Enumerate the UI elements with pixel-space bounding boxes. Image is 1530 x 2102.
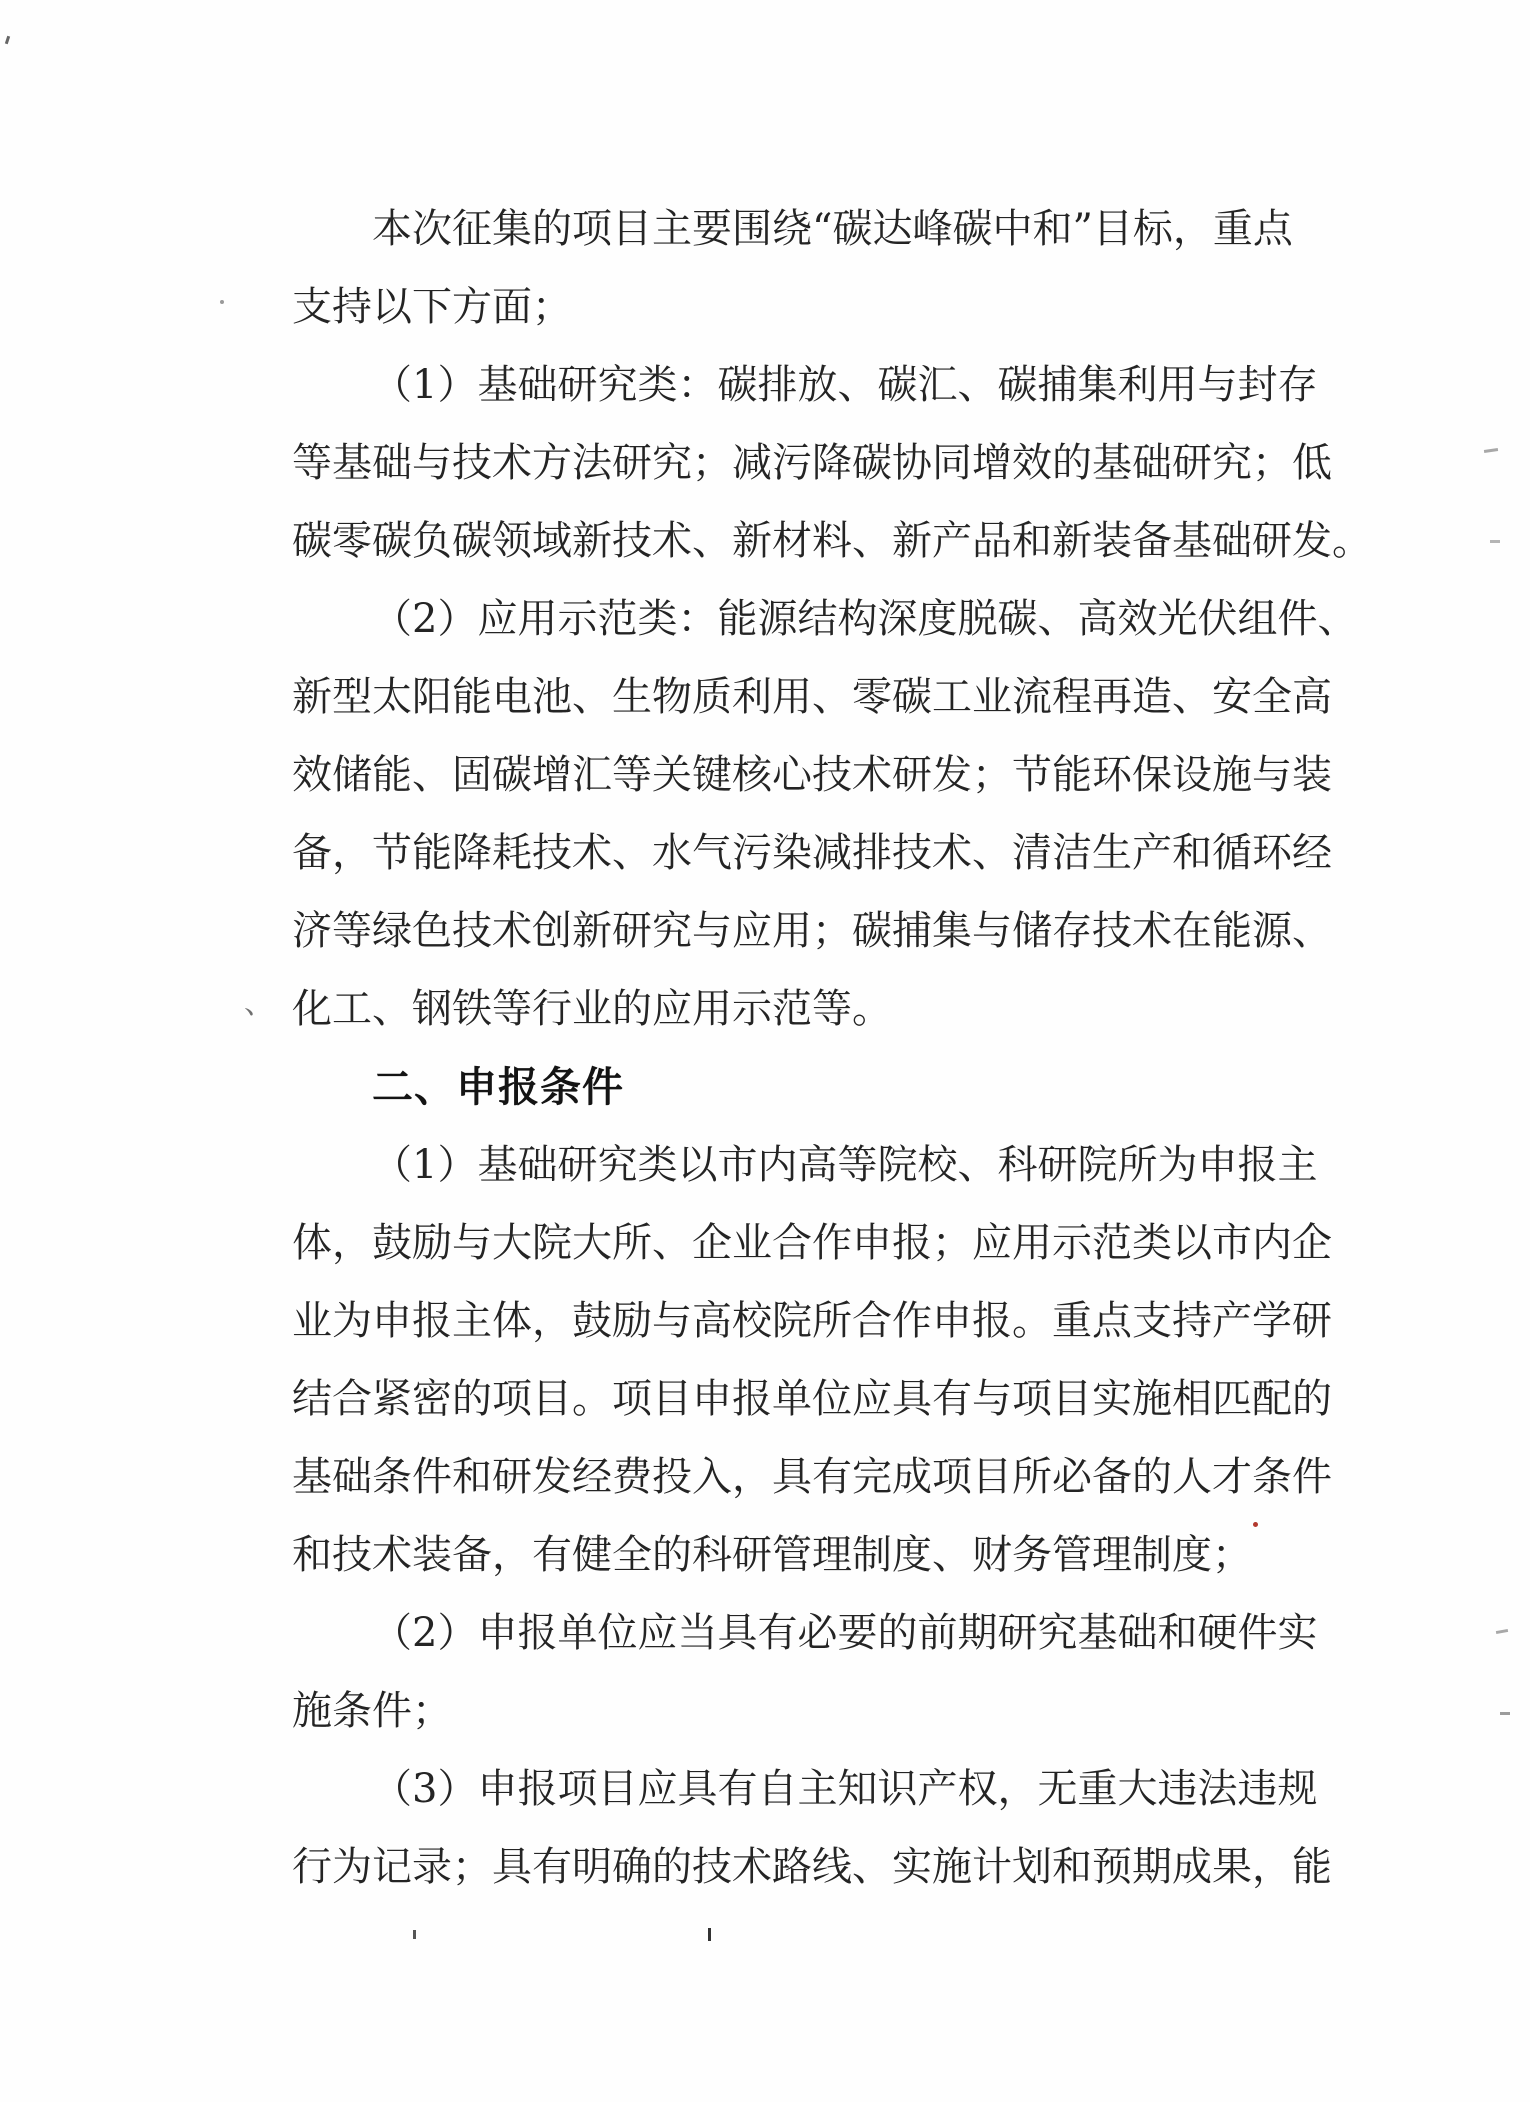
scan-artifact xyxy=(708,1928,711,1941)
paragraph-line: 新型太阳能电池、生物质利用、零碳工业流程再造、安全高 xyxy=(292,674,1332,720)
paragraph-line: 等基础与技术方法研究；减污降碳协同增效的基础研究；低 xyxy=(292,440,1332,486)
paragraph-line: 支持以下方面； xyxy=(292,284,572,330)
scan-artifact xyxy=(5,36,10,45)
scan-artifact: 、 xyxy=(244,986,274,1021)
paragraph-line: 本次征集的项目主要围绕“碳达峰碳中和”目标，重点 xyxy=(372,206,1293,252)
document-text-column xyxy=(292,190,1372,1906)
scan-artifact xyxy=(1500,1712,1510,1715)
scan-artifact xyxy=(1490,540,1500,543)
scan-artifact xyxy=(220,300,224,304)
paragraph-line: 化工、钢铁等行业的应用示范等。 xyxy=(292,986,892,1032)
paragraph-line: （2）应用示范类：能源结构深度脱碳、高效光伏组件、 xyxy=(372,596,1358,642)
paragraph-line: 业为申报主体，鼓励与高校院所合作申报。重点支持产学研 xyxy=(292,1298,1332,1344)
scan-artifact xyxy=(413,1930,416,1939)
paragraph-line: 济等绿色技术创新研究与应用；碳捕集与储存技术在能源、 xyxy=(292,908,1332,954)
paragraph-line: （3）申报项目应具有自主知识产权，无重大违法违规 xyxy=(372,1766,1318,1812)
paragraph-line: 结合紧密的项目。项目申报单位应具有与项目实施相匹配的 xyxy=(292,1376,1332,1422)
paragraph-line: 基础条件和研发经费投入，具有完成项目所必备的人才条件 xyxy=(292,1454,1332,1500)
paragraph-line: 体，鼓励与大院大所、企业合作申报；应用示范类以市内企 xyxy=(292,1220,1332,1266)
paragraph-line: 和技术装备，有健全的科研管理制度、财务管理制度； xyxy=(292,1532,1252,1578)
scan-artifact xyxy=(1496,1629,1508,1634)
paragraph-line: （1）基础研究类：碳排放、碳汇、碳捕集利用与封存 xyxy=(372,362,1318,408)
paragraph-line: （2）申报单位应当具有必要的前期研究基础和硬件实 xyxy=(372,1610,1318,1656)
paragraph-line: 行为记录；具有明确的技术路线、实施计划和预期成果，能 xyxy=(292,1844,1332,1890)
paragraph-line: 备，节能降耗技术、水气污染减排技术、清洁生产和循环经 xyxy=(292,830,1332,876)
paragraph-line: 效储能、固碳增汇等关键核心技术研发；节能环保设施与装 xyxy=(292,752,1332,798)
paragraph-line: 碳零碳负碳领域新技术、新材料、新产品和新装备基础研发。 xyxy=(292,518,1372,564)
scan-artifact xyxy=(1484,448,1498,453)
paragraph-line: （1）基础研究类以市内高等院校、科研院所为申报主 xyxy=(372,1142,1318,1188)
section-heading: 二、申报条件 xyxy=(372,1063,624,1111)
paragraph-line: 施条件； xyxy=(292,1688,452,1734)
